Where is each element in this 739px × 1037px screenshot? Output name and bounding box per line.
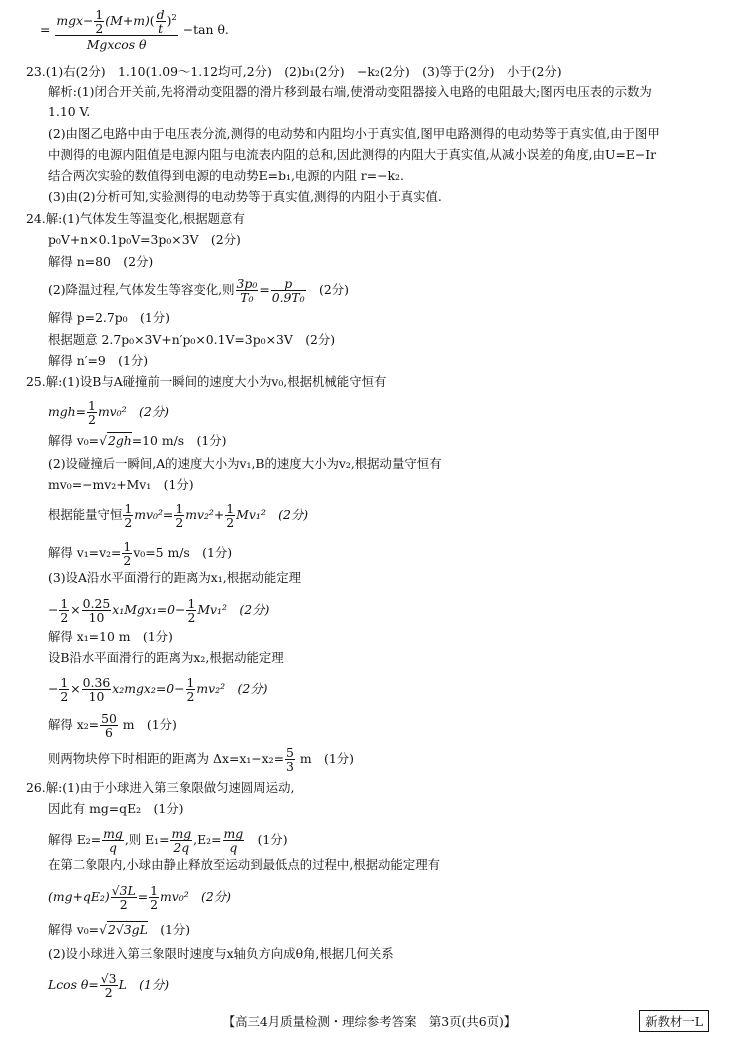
- text-line: 在第二象限内,小球由静止释放至运动到最低点的过程中,根据动能定理有: [48, 857, 440, 872]
- equation-line: mgh= $\frac{1}{2}$ mv₀² (2分): [48, 398, 169, 427]
- text-line: (2)设小球进入第三象限时速度与x轴负方向成θ角,根据几何关系: [48, 946, 394, 961]
- text-line: 解析:(1)闭合开关前,先将滑动变阻器的滑片移到最右端,使滑动变阻器接入电路的电阻最大;图丙电压表的示数为: [48, 84, 652, 99]
- equation-line: = mgx− $\frac{1}{2}$ (M+m)( $\frac{d}{t}$ )$^2$ Mgxcos θ −tan θ.: [40, 7, 229, 52]
- text-line: (3)由(2)分析可知,实验测得的电动势等于真实值,测得的内阻小于真实值.: [48, 189, 442, 204]
- page-footer: 【高三4月质量检测・理综参考答案 第3页(共6页)】: [222, 1014, 517, 1029]
- equation-line: − $\frac{1}{2}$ × $\frac{0.25}{10}$ x₁Mgx₁=0− $\frac{1}{2}$ Mv₁² (2分): [48, 596, 270, 625]
- text-line: (3)设A沿水平面滑行的距离为x₁,根据动能定理: [48, 570, 302, 585]
- text-line: 解得 p=2.7p₀ (1分): [48, 310, 170, 325]
- text-line: 1.10 V.: [48, 104, 91, 119]
- answer-24: 24.解:(1)气体发生等温变化,根据题意有: [26, 211, 245, 226]
- equation-line: 解得 v₁=v₂= $\frac{1}{2}$ v₀=5 m/s (1分): [48, 539, 233, 568]
- equation-line: 解得 v₀=√2√3gL (1分): [48, 922, 191, 937]
- text-line: 解得 x₁=10 m (1分): [48, 629, 173, 644]
- text-line: (2)由图乙电路中由于电压表分流,测得的电动势和内阻均小于真实值,图甲电路测得的电动势等于真实值,由于图甲: [48, 126, 660, 141]
- answer-25: 25.解:(1)设B与A碰撞前一瞬间的速度大小为v₀,根据机械能守恒有: [26, 374, 387, 389]
- equation-line: 解得 v₀=√2gh=10 m/s (1分): [48, 433, 227, 448]
- equation-line: 根据能量守恒 $\frac{1}{2}$ mv₀²= $\frac{1}{2}$ mv₂²+ $\frac{1}{2}$ Mv₁² (2分): [48, 501, 309, 530]
- equation-line: 根据题意 2.7p₀×3V+n′p₀×0.1V=3p₀×3V (2分): [48, 332, 336, 347]
- equation-line: (2)降温过程,气体发生等容变化,则 $\frac{\text{3p₀}}{\text{T₀}}$ = $\frac{p}{\text{0.9T₀}}$ (2分): [48, 276, 349, 305]
- answer-23: 23.(1)右(2分) 1.10(1.09～1.12均可,2分) (2)b₁(2分) −k₂(2分) (3)等于(2分) 小于(2分): [26, 64, 562, 79]
- equation-line: 解得 x₂= $\frac{50}{6}$ m (1分): [48, 711, 177, 740]
- equation-line: Lcos θ= $\frac{√3}{2}$ L (1分): [48, 971, 170, 1000]
- text-line: 因此有 mg=qE₂ (1分): [48, 801, 184, 816]
- text-line: 解得 n′=9 (1分): [48, 353, 149, 368]
- text-line: 结合两次实验的数值得到电源的电动势E=b₁,电源的内阻 r=−k₂.: [48, 168, 404, 183]
- text-line: 解得 n=80 (2分): [48, 254, 154, 269]
- equation-line: 则两物块停下时相距的距离为 Δx=x₁−x₂= $\frac{5}{3}$ m (1分): [48, 745, 354, 774]
- text-line: 中测得的电源内阻值是电源内阻与电流表内阻的总和,因此测得的内阻大于真实值,从减小误差的角度,由U=E−Ir: [48, 147, 657, 162]
- equation-line: − $\frac{1}{2}$ × $\frac{0.36}{10}$ x₂mgx₂=0− $\frac{1}{2}$ mv₂² (2分): [48, 675, 268, 704]
- answer-26: 26.解:(1)由于小球进入第三象限做匀速圆周运动,: [26, 780, 295, 795]
- equation-line: (mg+qE₂) $\frac{√3L}{2}$ = $\frac{1}{2}$ mv₀² (2分): [48, 883, 232, 912]
- equation-line: 解得 E₂= $\frac{mg}{q}$ ,则 E₁= $\frac{mg}{2q}$ ,E₂= $\frac{mg}{q}$ (1分): [48, 826, 288, 855]
- text-line: (2)设碰撞后一瞬间,A的速度大小为v₁,B的速度大小为v₂,根据动量守恒有: [48, 456, 442, 471]
- edition-tag: 新教材一L: [639, 1010, 709, 1032]
- text-line: 设B沿水平面滑行的距离为x₂,根据动能定理: [48, 650, 284, 665]
- equation-line: p₀V+n×0.1p₀V=3p₀×3V (2分): [48, 232, 241, 247]
- equation-line: mv₀=−mv₂+Mv₁ (1分): [48, 477, 194, 492]
- fraction: mgx− $\frac{1}{2}$ (M+m)( $\frac{d}{t}$ )$^2$ Mgxcos θ: [56, 7, 177, 52]
